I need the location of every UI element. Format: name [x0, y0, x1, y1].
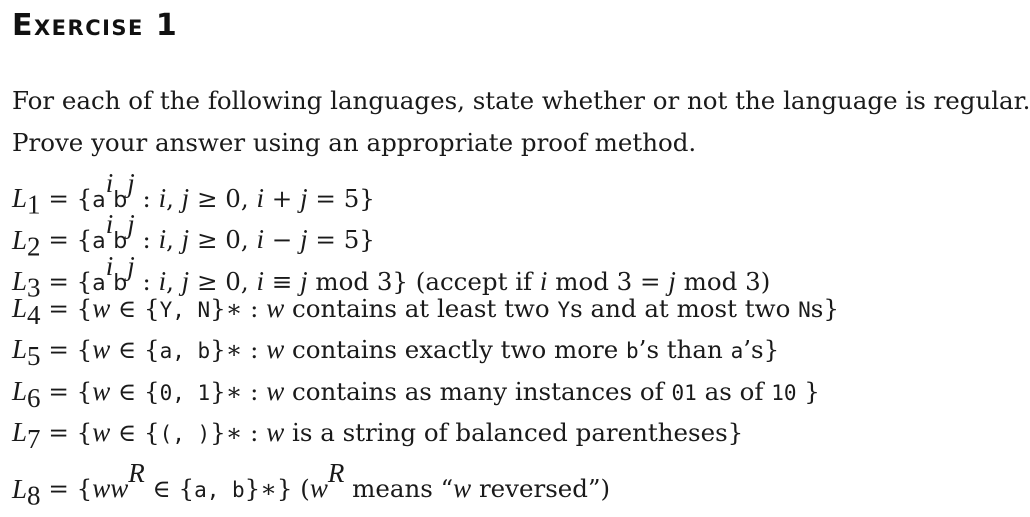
language-set: = {w ∈ {(, )}∗ : w is a string of balanced parentheses}: [40, 417, 744, 447]
language-set: = {w ∈ {Y, N}∗ : w contains at least two Ys and at most two Ns}: [40, 292, 839, 323]
language-index: 2: [27, 231, 41, 262]
language-definition-4: [12, 288, 922, 330]
language-index: 1: [27, 189, 41, 220]
language-set: = {w ∈ {0, 1}∗ : w contains as many instances of 01 as of 10 }: [40, 375, 820, 406]
language-definition-7: [12, 412, 922, 454]
language-set: = {$a^ib^j$ : i, j ≥ 0, i + j = 5}: [40, 168, 375, 213]
language-index: 4: [27, 299, 41, 330]
language-name: L: [12, 375, 28, 406]
language-index: 5: [27, 340, 41, 371]
exercise-body: [12, 80, 1030, 511]
language-index: 3: [27, 272, 41, 303]
language-definition-8: [12, 454, 922, 511]
language-list: [12, 163, 922, 511]
language-name: L: [12, 224, 28, 255]
language-name: L: [12, 265, 28, 296]
language-definition-3: [12, 246, 922, 303]
language-definition-2: [12, 205, 922, 262]
language-set: = {w ∈ {a, b}∗ : w contains exactly two more b’s than a’s}: [40, 334, 780, 364]
language-set: = {$ww^R$ ∈ {a, b}∗} ($w^R$ means “w reversed”): [40, 458, 611, 504]
intro-line-1: For each of the following languages, state whether or not the language is regular.: [12, 86, 1030, 115]
language-index: 7: [27, 423, 41, 454]
language-index: 8: [27, 480, 41, 511]
language-index: 6: [27, 382, 41, 413]
language-name: L: [12, 292, 28, 323]
exercise-heading: Exercise 1: [12, 8, 179, 43]
language-definition-6: [12, 371, 922, 413]
language-definition-5: [12, 329, 922, 371]
intro-line-2: Prove your answer using an appropriate proof method.: [12, 127, 697, 157]
language-name: L: [12, 182, 28, 213]
language-definition-1: [12, 163, 922, 220]
language-name: L: [12, 334, 28, 364]
language-name: L: [12, 473, 28, 504]
language-set: = {$a^ib^j$ : i, j ≥ 0, i − j = 5}: [40, 209, 375, 255]
language-name: L: [12, 417, 28, 447]
language-set: = {$a^ib^j$ : i, j ≥ 0, i ≡ j mod 3} (accept if i mod 3 = j mod 3): [40, 251, 771, 296]
